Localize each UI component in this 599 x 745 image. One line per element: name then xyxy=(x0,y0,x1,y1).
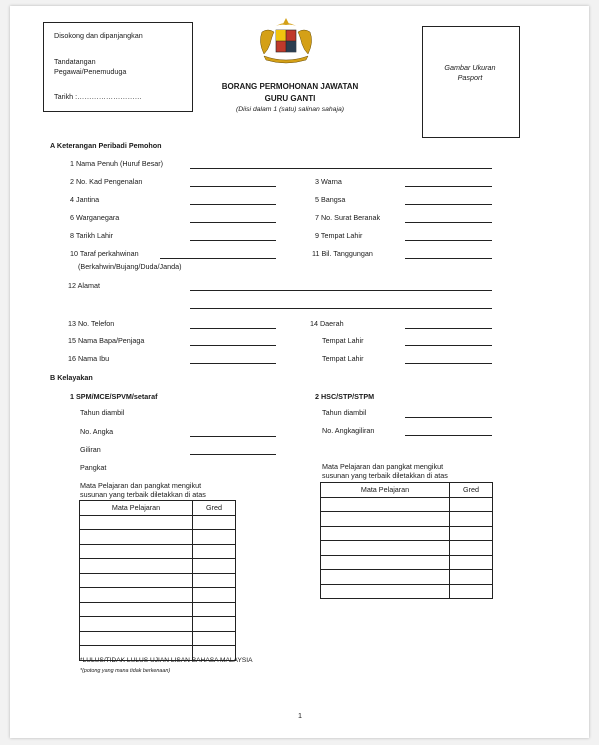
form-page xyxy=(10,6,589,738)
stpm-year-label: Tahun diambil xyxy=(322,408,367,417)
section-b-heading: B Kelayakan xyxy=(50,373,93,382)
father-birthplace-field[interactable] xyxy=(405,345,492,346)
table-header-row xyxy=(321,483,493,498)
grade-column-header: Gred xyxy=(450,483,493,498)
ic-number-field[interactable] xyxy=(190,186,276,187)
mother-birthplace-field[interactable] xyxy=(405,363,492,364)
birth-place-label: 9 Tempat Lahir xyxy=(315,231,363,240)
birth-cert-field[interactable] xyxy=(405,222,492,223)
full-name-field[interactable] xyxy=(190,168,492,169)
officer-label: Pegawai/Penemuduga xyxy=(54,67,127,76)
birth-place-field[interactable] xyxy=(405,240,492,241)
father-birthplace-label: Tempat Lahir xyxy=(322,336,364,345)
ic-number-label: 2 No. Kad Pengenalan xyxy=(70,177,143,186)
table-row[interactable] xyxy=(80,544,236,559)
stpm-table-caption-1: Mata Pelajaran dan pangkat mengikut xyxy=(322,462,444,471)
oral-test-note: *LULUS/TIDAK LULUS UJIAN LISAN BAHASA MALAYSIA xyxy=(80,657,253,664)
photo-label-line1: Gambar Ukuran xyxy=(444,63,496,72)
race-field[interactable] xyxy=(405,204,492,205)
table-row[interactable] xyxy=(80,573,236,588)
marital-status-field[interactable] xyxy=(160,258,276,259)
marital-status-label: 10 Taraf perkahwinan xyxy=(70,249,139,258)
subject-column-header: Mata Pelajaran xyxy=(321,483,450,498)
stpm-year-field[interactable] xyxy=(405,417,492,418)
date-label: Tarikh :……………………… xyxy=(54,92,142,101)
form-instruction: (Diisi dalam 1 (satu) salinan sahaja) xyxy=(235,106,345,113)
dependents-field[interactable] xyxy=(405,258,492,259)
mother-birthplace-label: Tempat Lahir xyxy=(322,354,364,363)
marital-status-options: (Berkahwin/Bujang/Duda/Janda) xyxy=(78,262,182,271)
table-row[interactable] xyxy=(321,584,493,599)
table-row[interactable] xyxy=(321,541,493,556)
mother-name-label: 16 Nama Ibu xyxy=(68,354,110,363)
table-row[interactable] xyxy=(321,570,493,585)
district-field[interactable] xyxy=(405,328,492,329)
birth-cert-label: 7 No. Surat Beranak xyxy=(315,213,381,222)
subject-column-header: Mata Pelajaran xyxy=(80,501,193,516)
stpm-subjects-table xyxy=(320,482,493,599)
table-header-row xyxy=(80,501,236,516)
table-row[interactable] xyxy=(80,515,236,530)
table-row[interactable] xyxy=(80,559,236,574)
birth-date-label: 8 Tarikh Lahir xyxy=(70,231,114,240)
colour-label: 3 Warna xyxy=(315,177,342,186)
phone-field[interactable] xyxy=(190,328,276,329)
spm-grade-label: Pangkat xyxy=(80,463,107,472)
passport-photo-box xyxy=(422,26,520,138)
race-label: 5 Bangsa xyxy=(315,195,346,204)
spm-number-label: No. Angka xyxy=(80,427,114,436)
district-label: 14 Daerah xyxy=(310,319,344,328)
stpm-number-label: No. Angkagiliran xyxy=(322,426,375,435)
section-a-heading: A Keterangan Peribadi Pemohon xyxy=(50,141,162,150)
address-label: 12 Alamat xyxy=(68,281,100,290)
dependents-label: 11 Bil. Tanggungan xyxy=(312,249,373,258)
stpm-number-field[interactable] xyxy=(405,435,492,436)
phone-label: 13 No. Telefon xyxy=(68,319,115,328)
stpm-table-caption-2: susunan yang terbaik diletakkan di atas xyxy=(322,471,448,480)
spm-year-label: Tahun diambil xyxy=(80,408,125,417)
full-name-label: 1 Nama Penuh (Huruf Besar) xyxy=(70,159,164,168)
spm-subjects-table xyxy=(79,500,236,661)
table-row[interactable] xyxy=(80,530,236,545)
spm-table-caption-2: susunan yang terbaik diletakkan di atas xyxy=(80,490,206,499)
strike-out-note: *(potong yang mana tidak berkenaan) xyxy=(80,668,171,674)
table-row[interactable] xyxy=(321,497,493,512)
citizenship-label: 6 Warganegara xyxy=(70,213,120,222)
colour-field[interactable] xyxy=(405,186,492,187)
stpm-heading: 2 HSC/STP/STPM xyxy=(315,392,375,401)
form-subtitle: GURU GANTI xyxy=(264,94,316,103)
table-row[interactable] xyxy=(80,588,236,603)
spm-heading: 1 SPM/MCE/SPVM/setaraf xyxy=(70,392,158,401)
spm-turn-label: Giliran xyxy=(80,445,101,454)
citizenship-field[interactable] xyxy=(190,222,276,223)
spm-turn-field[interactable] xyxy=(190,454,276,455)
malaysia-crest-emblem xyxy=(254,16,318,66)
father-name-label: 15 Nama Bapa/Penjaga xyxy=(68,336,145,345)
address-field-line1[interactable] xyxy=(190,290,492,291)
table-row[interactable] xyxy=(80,602,236,617)
page-number: 1 xyxy=(298,711,302,720)
gender-field[interactable] xyxy=(190,204,276,205)
spm-number-field[interactable] xyxy=(190,436,276,437)
mother-name-field[interactable] xyxy=(190,363,276,364)
father-name-field[interactable] xyxy=(190,345,276,346)
table-row[interactable] xyxy=(80,631,236,646)
birth-date-field[interactable] xyxy=(190,240,276,241)
photo-label-line2: Pasport xyxy=(457,73,483,82)
gender-label: 4 Jantina xyxy=(70,195,100,204)
form-title: BORANG PERMOHONAN JAWATAN xyxy=(221,82,359,91)
table-row[interactable] xyxy=(321,555,493,570)
table-row[interactable] xyxy=(321,512,493,527)
table-row[interactable] xyxy=(321,526,493,541)
table-row[interactable] xyxy=(80,617,236,632)
spm-table-caption-1: Mata Pelajaran dan pangkat mengikut xyxy=(80,481,202,490)
signature-label: Tandatangan xyxy=(54,57,96,66)
address-field-line2[interactable] xyxy=(190,308,492,309)
endorsement-label: Disokong dan dipanjangkan xyxy=(54,31,143,40)
grade-column-header: Gred xyxy=(193,501,236,516)
